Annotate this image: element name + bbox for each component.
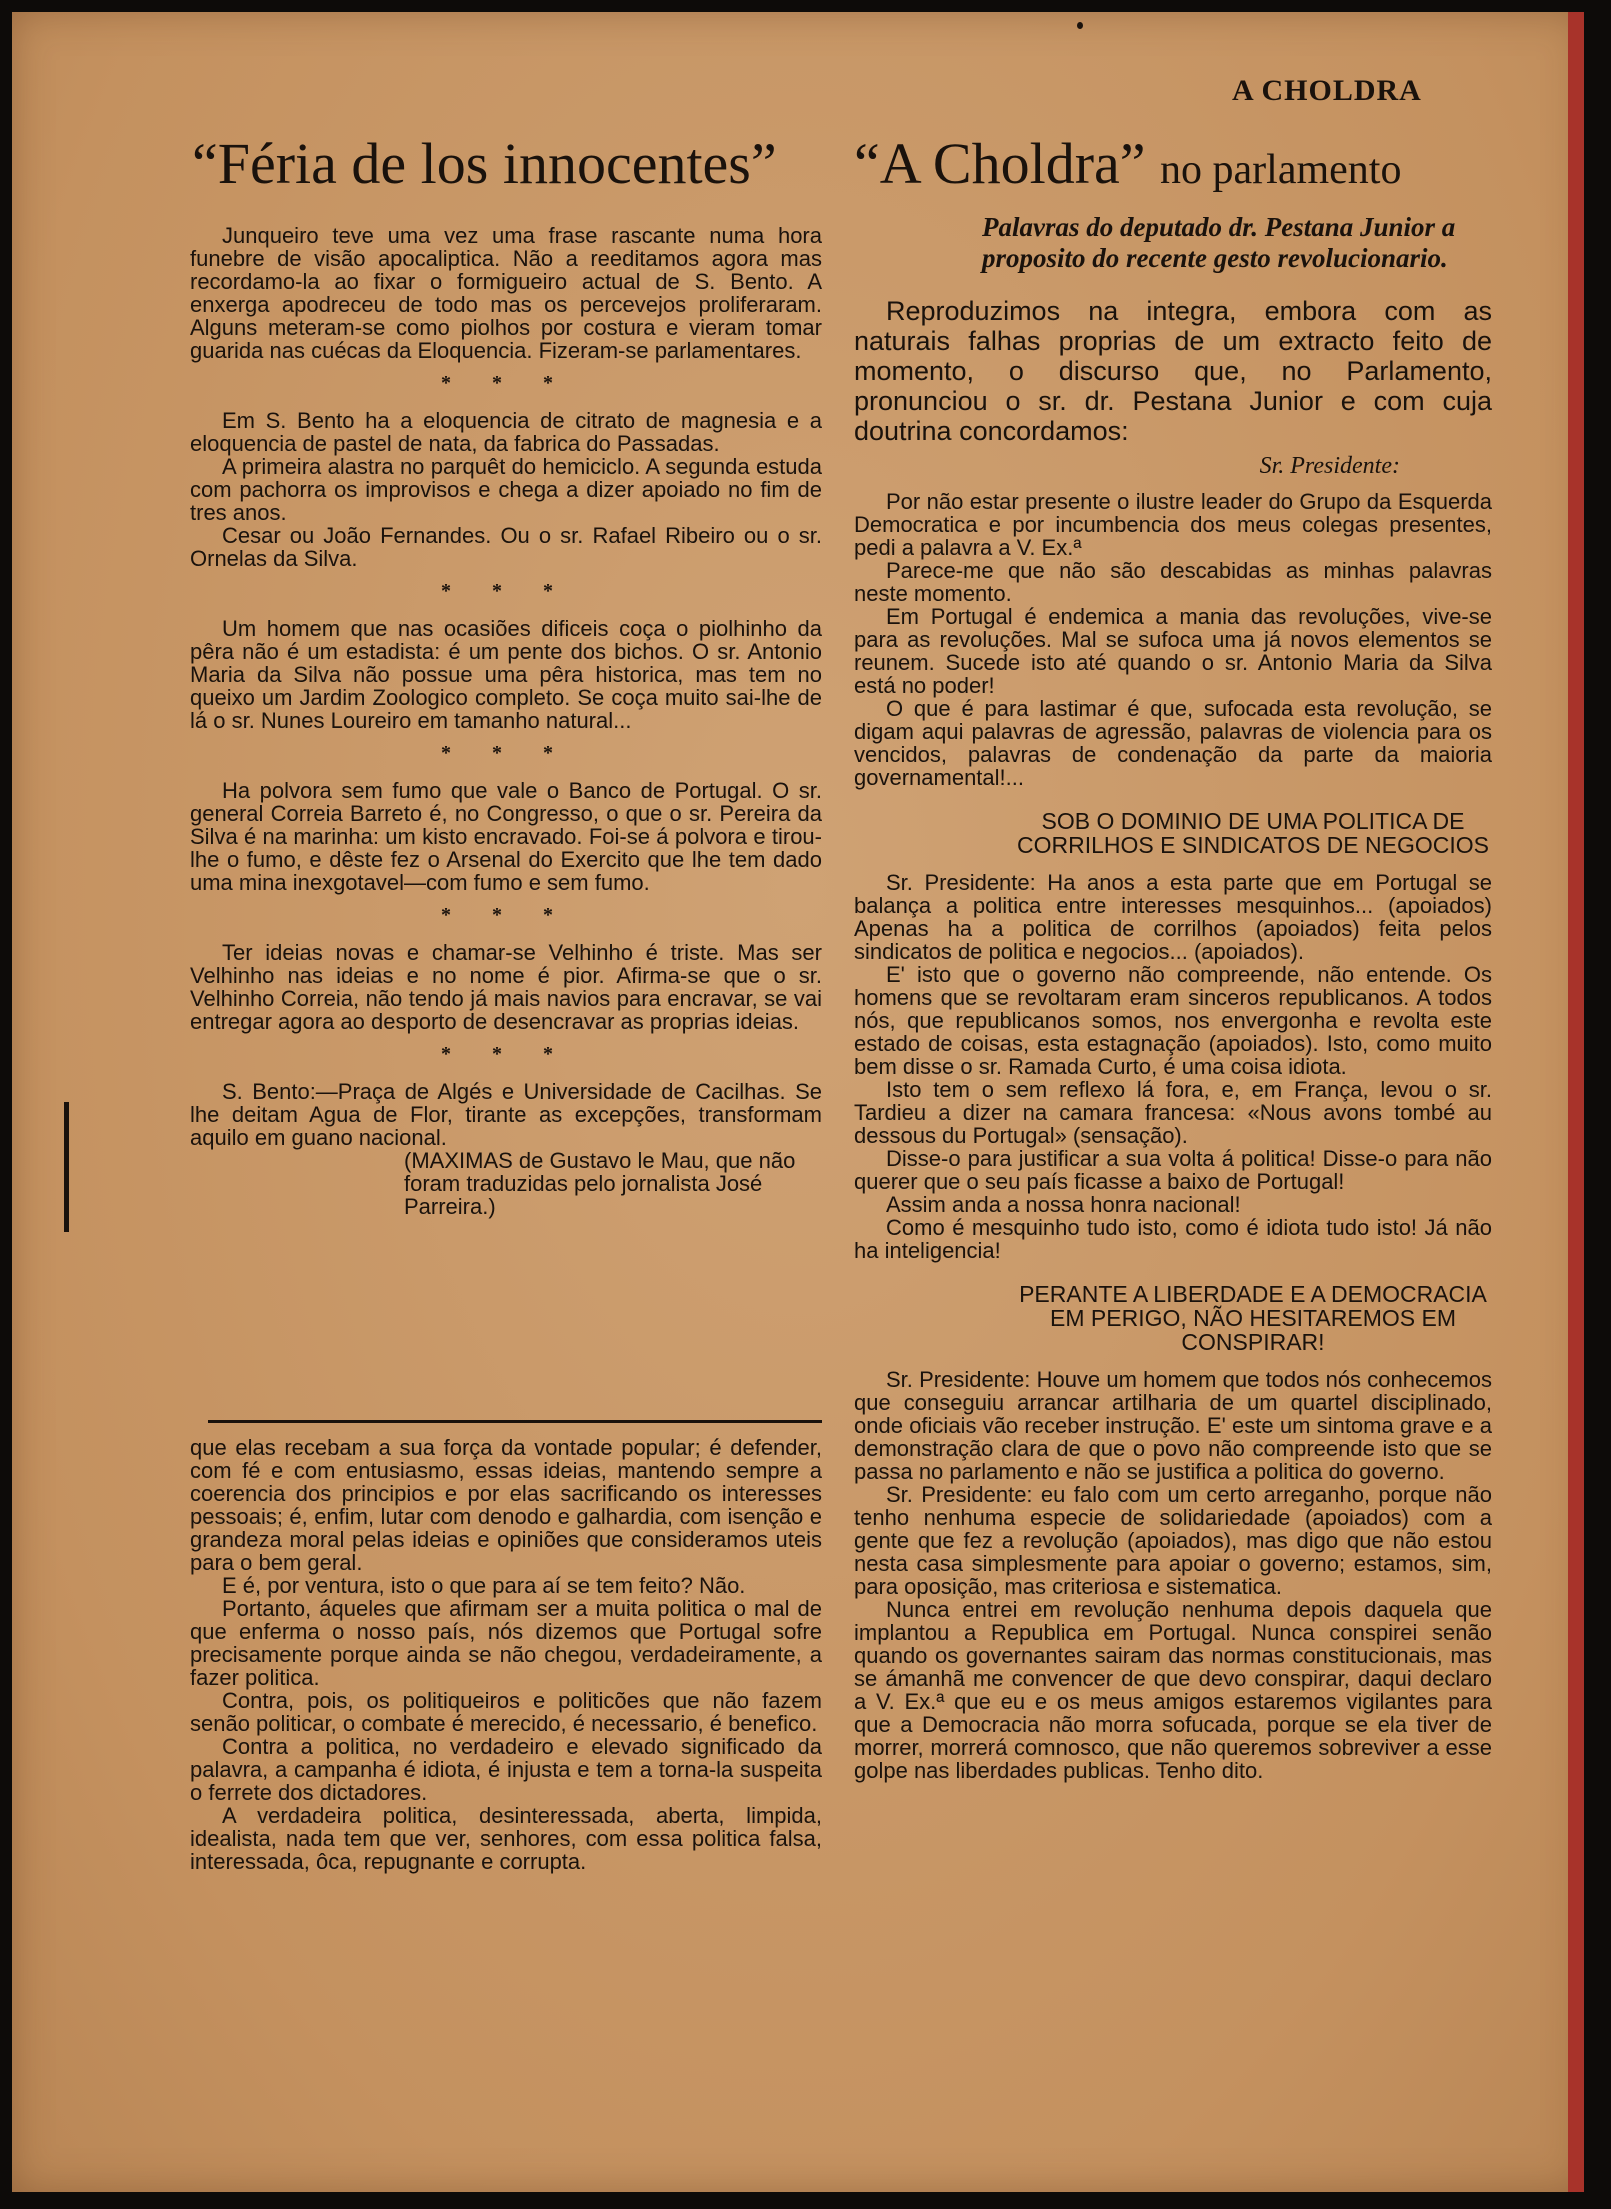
left-paragraph-1: Junqueiro teve uma vez uma frase rascante numa hora funebre de visão apocaliptica. Não a reeditamos agora mas recordamo-la ao fixar o formigueiro actual de S. Bento. A enxerga apodreceu de todo mas os percevejos proliferaram. Alguns meteram-se como piolhos por costura e vieram tomar guarida nas cuécas da Eloquencia. Fizeram-se parlamentares.: [190, 223, 822, 363]
right-paragraph-1: Por não estar presente o ilustre leader do Grupo da Esquerda Democratica e por incumbencia dos meus colegas presentes, pedi a palavra a V. Ex.ª: [854, 489, 1492, 560]
right-article-title: [854, 132, 1492, 202]
separator-1: * * *: [441, 372, 571, 394]
section1-paragraph-3: Isto tem o sem reflexo lá fora, e, em França, levou o sr. Tardieu a dizer na camara francesa: «Nous avons tombé au dessous du Portugal» (sensação).: [854, 1077, 1492, 1148]
continuation-paragraph-2: E é, por ventura, isto o que para aí se tem feito? Não.: [222, 1573, 746, 1598]
red-binding-edge: [1568, 12, 1584, 2192]
left-continuation: [190, 1436, 822, 1873]
column-divider-rule: [208, 1420, 822, 1423]
section1-paragraph-1: Sr. Presidente: Ha anos a esta parte que em Portugal se balança a politica entre interesses mesquinhos... (apoiados) Apenas ha a politica de corrilhos (apoiados) feita pelos sindicatos de politica e negocios... (apoiados).: [854, 870, 1492, 964]
ink-dot: [1077, 22, 1083, 29]
right-article: [854, 132, 1492, 1782]
binding-mark: [64, 1102, 69, 1232]
right-paragraph-2: Parece-me que não são descabidas as minhas palavras neste momento.: [854, 558, 1492, 606]
separator-4: * * *: [441, 904, 571, 926]
left-paragraph-6: Ha polvora sem fumo que vale o Banco de Portugal. O sr. general Correia Barreto é, no Congresso, o que o sr. Pereira da Silva é na marinha: um kisto encravado. Foi-se á polvora e tirou-lhe o fumo, e dêste fez o Arsenal do Exercito que lhe tem dado uma mina inexgotavel—com fumo e sem fumo.: [190, 778, 822, 895]
section2-paragraph-2: Sr. Presidente: eu falo com um certo arreganho, porque não tenho nenhuma especie de solidariedade (apoiados) com a gente que fez a revolução (apoiados), mas digo que não estou nesta casa simplesmente para apoiar o governo; estamos, sim, para oposição, mas criteriosa e sistematica.: [854, 1482, 1492, 1599]
right-paragraph-4: O que é para lastimar é que, sufocada esta revolução, se digam aqui palavras de agressão, palavras de violencia para os vencidos, palavras de condenação da parte da maioria governamental!...: [854, 696, 1492, 790]
section2-paragraph-3: Nunca entrei em revolução nenhuma depois daquela que implantou a Republica em Portugal. Nunca conspirei senão quando os governantes sairam das normas constitucionais, mas se ámanhã me convencer de que devo conspirar, daqui declaro a V. Ex.ª que eu e os meus amigos estaremos vigilantes para que a Democracia não morra sofucada, porque se ela tiver de morrer, morrerá comnosco, que não queremos sobreviver a esse golpe nas liberdades publicas. Tenho dito.: [854, 1597, 1492, 1783]
continuation-paragraph-1: que elas recebam a sua força da vontade popular; é defender, com fé e com entusiasmo, essas ideias, mantendo sempre a coerencia dos principios e por elas sacrificando os interesses pessoais; é, enfim, lutar com denodo e galhardia, com isenção e grandeza moral pelas ideias e opiniões que consideramos uteis para o bem geral.: [190, 1435, 822, 1575]
left-signature: (MAXIMAS de Gustavo le Mau, que não foram traduzidas pelo jornalista José Parreira.): [404, 1148, 796, 1219]
section-heading-2: PERANTE A LIBERDADE E A DEMOCRACIA EM PERIGO, NÃO HESITAREMOS EM CONSPIRAR!: [1019, 1281, 1487, 1355]
running-header: A CHOLDRA: [1232, 74, 1422, 107]
left-article-title: “Féria de los innocentes”: [192, 131, 777, 196]
continuation-paragraph-3: Portanto, áqueles que afirmam ser a muita politica o mal de que enferma o nosso país, nós dizemos que Portugal sofre precisamente porque ainda se não chegou, verdadeiramente, a fazer politica.: [190, 1596, 822, 1690]
left-paragraph-8: S. Bento:—Praça de Algés e Universidade de Cacilhas. Se lhe deitam Agua de Flor, tirante as excepções, transformam aquilo em guano nacional.: [190, 1079, 822, 1150]
left-paragraph-2: Em S. Bento ha a eloquencia de citrato de magnesia e a eloquencia de pastel de nata, da fabrica do Passadas.: [190, 408, 822, 456]
intro-block: [854, 296, 1492, 446]
left-article: [190, 132, 822, 1218]
left-paragraph-7: Ter ideias novas e chamar-se Velhinho é triste. Mas ser Velhinho nas ideias e no nome é pior. Afirma-se que o sr. Velhinho Correia, não tendo já mais navios para encravar, se vai entregar agora ao desporto de desencravar as proprias ideias.: [190, 940, 822, 1034]
continuation-paragraph-6: A verdadeira politica, desinteressada, aberta, limpida, idealista, nada tem que ver, senhores, com essa politica falsa, interessada, ôca, repugnante e corrupta.: [190, 1803, 822, 1874]
section1-paragraph-2: E' isto que o governo não compreende, não entende. Os homens que se revoltaram eram sinceros republicanos. A todos nós, que republicanos somos, nos envergonha e revolta este estado de coisas, esta estagnação (apoiados). Isto, como muito bem disse o sr. Ramada Curto, é uma coisa idiota.: [854, 962, 1492, 1079]
section-heading-1: SOB O DOMINIO DE UMA POLITICA DE CORRILHOS E SINDICATOS DE NEGOCIOS: [1016, 808, 1489, 858]
section1-paragraph-4: Disse-o para justificar a sua volta á politica! Disse-o para não querer que o seu país ficasse a baixo de Portugal!: [854, 1146, 1492, 1194]
salutation: Sr. Presidente:: [1259, 453, 1400, 479]
right-title-small: no parlamento: [1160, 147, 1402, 193]
continuation-paragraph-5: Contra a politica, no verdadeiro e elevado significado da palavra, a campanha é idiota, é injusta e tem a torna-la suspeita o ferrete dos dictadores.: [190, 1734, 822, 1805]
right-intro: Reproduzimos na integra, embora com as naturais falhas proprias de um extracto feito de momento, o discurso que, no Parlamento, pronunciou o sr. dr. Pestana Junior e com cuja doutrina concordamos:: [854, 296, 1492, 446]
newspaper-page: [12, 12, 1584, 2192]
right-title-main: “A Choldra”: [854, 131, 1146, 196]
separator-2: * * *: [441, 580, 571, 602]
left-paragraph-4: Cesar ou João Fernandes. Ou o sr. Rafael Ribeiro ou o sr. Ornelas da Silva.: [190, 523, 822, 571]
left-paragraph-3: A primeira alastra no parquêt do hemiciclo. A segunda estuda com pachorra os improvisos e chega a dizer apoiado no fim de tres anos.: [190, 454, 822, 525]
left-paragraph-5: Um homem que nas ocasiões dificeis coça o piolhinho da pêra não é um estadista: é um pente dos bichos. O sr. Antonio Maria da Silva não possue uma pêra historica, mas tem no queixo um Jardim Zoologico completo. Se coça muito sai-lhe de lá o sr. Nunes Loureiro em tamanho natural...: [190, 616, 822, 733]
section2-paragraph-1: Sr. Presidente: Houve um homem que todos nós conhecemos que conseguiu arrancar artilharia de um quartel disciplinado, onde oficiais vão receber instrução. E' este um sintoma grave e a demonstração clara de que o povo não compreende isto que se passa no parlamento e não se justifica a politica do governo.: [854, 1367, 1492, 1484]
section1-paragraph-6: Como é mesquinho tudo isto, como é idiota tudo isto! Já não ha inteligencia!: [854, 1215, 1492, 1263]
right-article-subtitle: Palavras do deputado dr. Pestana Junior a proposito do recente gesto revolucionario.: [982, 212, 1456, 273]
section1-paragraph-5: Assim anda a nossa honra nacional!: [886, 1192, 1241, 1217]
continuation-paragraph-4: Contra, pois, os politiqueiros e politicões que não fazem senão politicar, o combate é merecido, é necessario, é benefico.: [190, 1688, 822, 1736]
right-paragraph-3: Em Portugal é endemica a mania das revoluções, vive-se para as revoluções. Mal se sufoca uma já novos elementos se reunem. Sucede isto até quando o sr. Antonio Maria da Silva está no poder!: [854, 604, 1492, 698]
separator-5: * * *: [441, 1043, 571, 1065]
separator-3: * * *: [441, 742, 571, 764]
